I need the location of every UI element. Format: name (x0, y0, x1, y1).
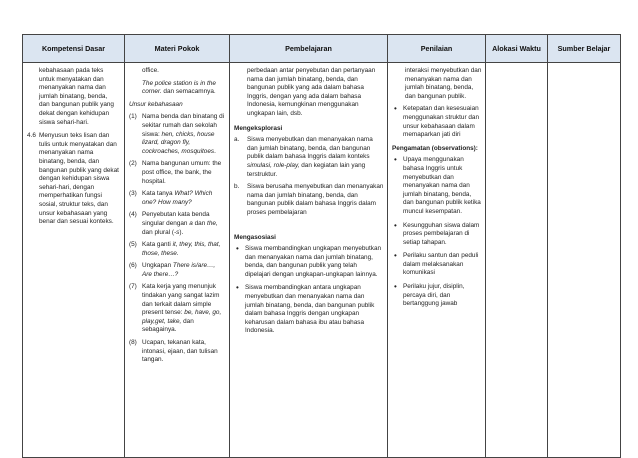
list-item: (8) Ucapan, tekanan kata, intonasi, ejaan, dan tulisan tangan. (129, 339, 218, 364)
asosiasi-list (234, 245, 384, 336)
table-row (23, 63, 621, 458)
penilaian-list-1 (392, 105, 482, 139)
penilaian-continuation: interaksi menyebutkan dan menanyakan nama dan jumlah binatang, benda, dan bangunan publik. (405, 67, 482, 100)
list-item: (6) Ungkapan There is/are…, Are there…? (129, 262, 216, 278)
list-item: • Perilaku jujur, disiplin, percaya diri, dan bertanggung jawab (392, 283, 482, 309)
kd-number: 4.6 (27, 132, 36, 140)
kd-continuation: kebahasaan pada teks untuk menyatakan dan menanyakan nama dan jumlah binatang, benda, dan bangunan publik yang dekat dengan kehidupan siswa sehari-hari. (39, 67, 114, 126)
table-header-row (23, 35, 621, 63)
list-item: • Kesungguhan siswa dalam proses pembelajaran di setiap tahapan. (392, 222, 482, 248)
mengeksplorasi-title: Mengeksplorasi (234, 124, 283, 132)
header-sumber-belajar: Sumber Belajar (548, 35, 621, 63)
list-item: • Ketepatan dan kesesuaian menggunakan struktur dan unsur kebahasaan dalam memaparkan jati diri (392, 105, 482, 139)
header-penilaian: Penilaian (388, 35, 486, 63)
header-pembelajaran: Pembelajaran (230, 35, 388, 63)
mengasosiasi-title: Mengasosiasi (234, 233, 276, 241)
list-item: a. Siswa menyebutkan dan menanyakan nama dan jumlah binatang, benda, dan bangunan publik dalam bahasa Inggris dalam konteks simulasi, role-play, dan kegiatan lain yang terstruktur. (234, 136, 373, 178)
header-kompetensi-dasar: Kompetensi Dasar (23, 35, 125, 63)
cell-materi-pokok (125, 63, 230, 458)
list-item: (5) Kata ganti it, they, this, that, those, these. (129, 241, 221, 257)
cell-alokasi-waktu (486, 63, 548, 458)
list-item: b. Siswa berusaha menyebutkan dan menanyakan nama dan jumlah binatang, benda, dan bangunan publik dalam bahasa Inggris dalam proses pembelajaran (234, 183, 384, 216)
header-alokasi-waktu: Alokasi Waktu (486, 35, 548, 63)
materi-office: office. (142, 67, 159, 74)
list-item: (1) Nama benda dan binatang di sekitar rumah dan sekolah siswa: hen, chicks, house lizard, dragon fly, cockroaches, mosquitoes. (129, 113, 225, 155)
list-item: • Upaya menggunakan bahasa Inggris untuk menyebutkan dan menanyakan nama dan jumlah binatang, benda, dan bangunan publik ketika muncul kesempatan. (392, 156, 482, 216)
list-item: • Perilaku santun dan peduli dalam melaksanakan komunikasi (392, 252, 482, 278)
cell-sumber-belajar (548, 63, 621, 458)
kd-text: Menyusun teks lisan dan tulis untuk menyatakan dan menanyakan nama binatang, benda, dan bangunan publik yang dekat dengan kehidupan siswa sehari-hari, dengan memperhatikan fungsi sosial, struktur teks, dan unsur kebahasaan yang benar dan sesuai konteks. (39, 132, 119, 226)
list-item: (7) Kata kerja yang menunjuk tindakan yang sangat lazim dan terkait dalam simple present tense: be, have, go, play,get, take, dan sebagainya. (129, 283, 222, 334)
list-item: • Siswa membandingkan ungkapan menyebutkan dan menanyakan nama dan jumlah binatang, benda, dan bangunan publik yang telah dipelajari dengan ungkapan-ungkapan lainnya. (234, 245, 384, 279)
list-item: • Siswa membandingkan antara ungkapan menyebutkan dan menanyakan nama dan jumlah binatang, benda, dan bangunan publik dalam bahasa Inggris dengan ungkapan keharusan dalam bahasa ibu atau bahasa Indonesia. (234, 284, 384, 336)
penilaian-list-2 (392, 156, 482, 309)
pembelajaran-continuation: perbedaan antar penyebutan dan pertanyaan nama dan jumlah binatang, benda, dan bangunan publik yang ada dalam bahasa Inggris, dengan yang ada dalam bahasa Indonesia, kemungkinan menggunakan ungkapan lain, dsb. (247, 67, 376, 117)
eksplorasi-list (234, 136, 384, 217)
list-item: (3) Kata tanya What? Which one? How many? (129, 190, 213, 206)
cell-kompetensi-dasar (23, 63, 125, 458)
list-item: (2) Nama bangunan umum: the post office, the bank, the hospital. (129, 160, 222, 185)
materi-example: The police station is in the corner. dan semacamnya. (142, 79, 216, 96)
list-item: (4) Penyebutan kata benda singular dengan a dan the, dan plural (-s). (129, 211, 218, 236)
materi-unsur-title: Unsur kebahasaan (129, 100, 183, 108)
header-materi-pokok: Materi Pokok (125, 35, 230, 63)
pengamatan-title: Pengamatan (observations): (392, 144, 478, 152)
cell-penilaian (388, 63, 486, 458)
syllabus-table (22, 34, 621, 458)
materi-list (129, 113, 226, 364)
cell-pembelajaran (230, 63, 388, 458)
